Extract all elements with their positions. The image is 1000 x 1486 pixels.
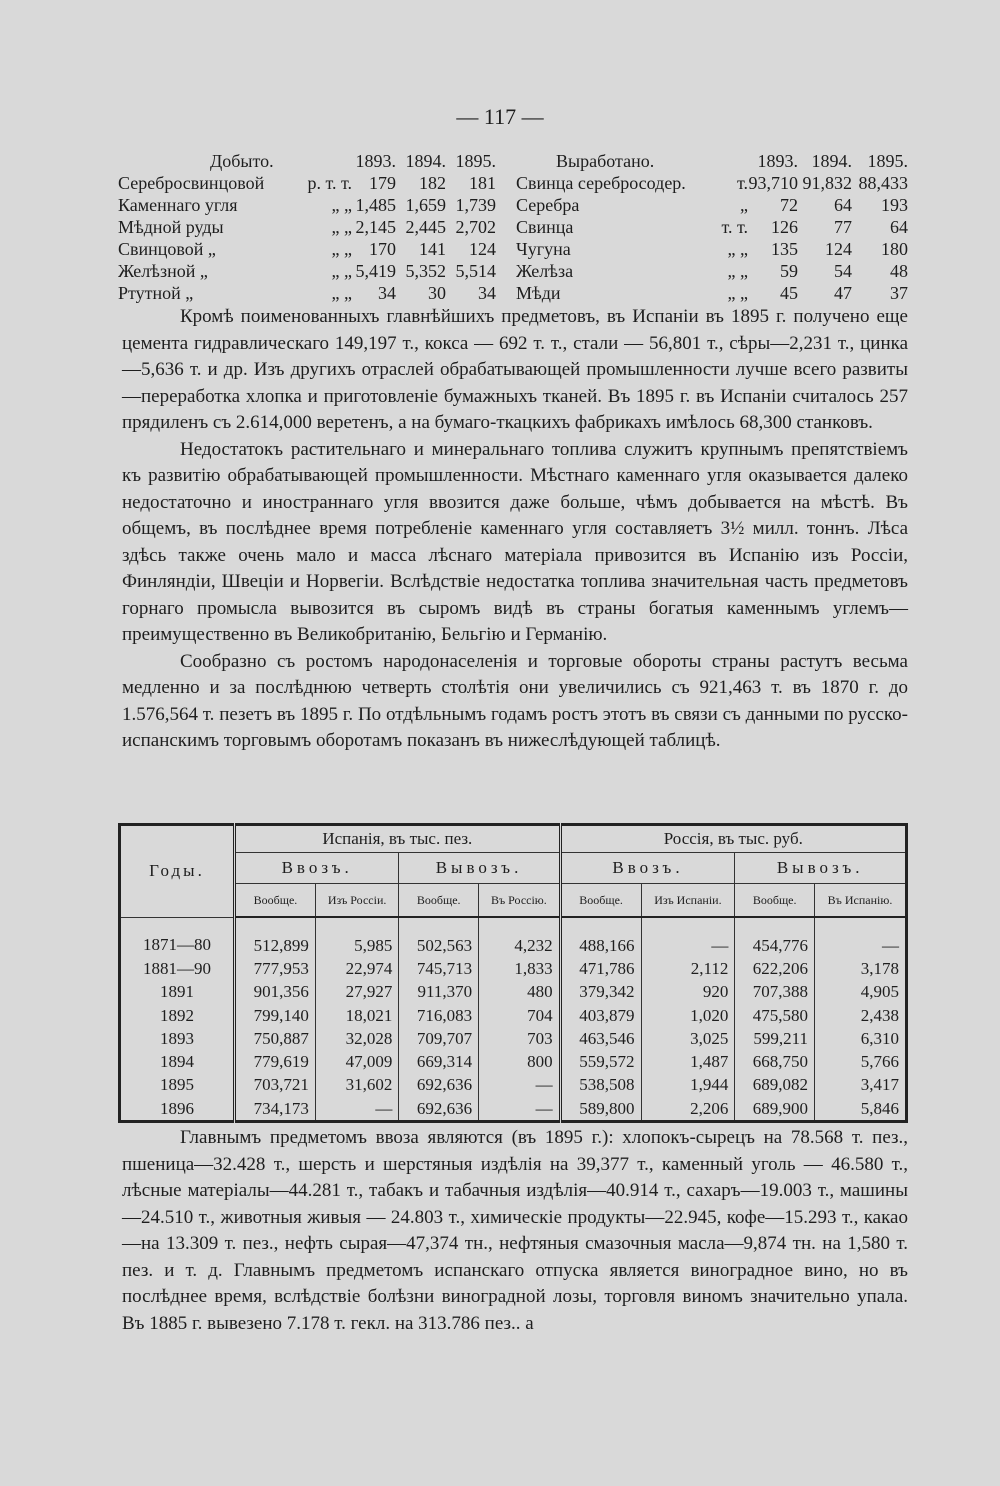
spain-export-to-russia-cell: 800 <box>479 1050 561 1073</box>
produced-v2: 124 <box>825 239 852 259</box>
spain-import-from-russia-cell: 27,927 <box>315 981 399 1004</box>
year-cell: 1881—90 <box>120 957 235 980</box>
produced-name: Желѣза <box>516 261 574 281</box>
produced-name: Мѣди <box>516 283 561 303</box>
table-row <box>120 1050 907 1073</box>
produced-row <box>516 238 908 260</box>
russia-import-from-spain-cell: 1,020 <box>641 1004 735 1027</box>
produced-unit: „ „ <box>727 283 748 303</box>
produced-header-year: 1894. <box>811 151 852 171</box>
paragraph: Кромѣ поименованныхъ главнѣйшихъ предметовъ, въ Испаніи въ 1895 г. получено еще цемента гидравлическаго 149,197 т., кокса — 692 т. т., стали — 56,801 т., сѣры—2,231 т., цинка—5,636 т. и др. Изъ другихъ отраслей обрабатывающей промышленности лучше всего развиты—переработка хлопка и приготовленіе бумажныхъ тканей. Въ 1895 г. въ Испаніи считалось 257 прядиленъ съ 2.614,000 веретенъ, а на бумаго-ткацкихъ фабрикахъ имѣлось 68,300 станковъ. <box>122 306 908 433</box>
spain-import-from-russia-cell: 47,009 <box>315 1050 399 1073</box>
spain-import-total-cell: 777,953 <box>235 957 316 980</box>
spain-export-to-russia-cell: — <box>479 1097 561 1122</box>
spain-export-total-cell: 669,314 <box>399 1050 479 1073</box>
mined-unit: „ „ <box>331 217 352 237</box>
year-cell: 1891 <box>120 981 235 1004</box>
from-russia-header: Изъ Россіи. <box>315 884 399 918</box>
mined-row <box>118 216 503 238</box>
mined-v3: 1,739 <box>455 195 496 215</box>
trade-table-body <box>120 917 907 1122</box>
mined-name: Желѣзной „ <box>118 261 208 281</box>
russia-import-from-spain-cell: — <box>641 917 735 957</box>
produced-unit: т. т. <box>721 217 748 237</box>
russia-export-total-cell: 454,776 <box>735 917 815 957</box>
produced-v2: 91,832 <box>802 173 852 193</box>
produced-row <box>516 260 908 282</box>
produced-v1: 72 <box>780 195 798 215</box>
produced-name: Чугуна <box>516 239 571 259</box>
produced-unit: „ „ <box>727 261 748 281</box>
spain-export-to-russia-cell: 4,232 <box>479 917 561 957</box>
mined-v2: 2,445 <box>405 217 446 237</box>
produced-name: Серебра <box>516 195 580 215</box>
year-cell: 1896 <box>120 1097 235 1122</box>
mined-unit: р. т. т. <box>307 173 352 193</box>
spain-export-total-cell: 502,563 <box>399 917 479 957</box>
russia-export-total-cell: 668,750 <box>735 1050 815 1073</box>
russia-import-total-header: Вообще. <box>560 884 641 918</box>
spain-import-total-cell: 750,887 <box>235 1027 316 1050</box>
paragraph: Главнымъ предметомъ ввоза являются (въ 1895 г.): хлопокъ-сырецъ на 78.568 т. пез., пшеница—32.428 т., шерсть и шерстяныя издѣлія на 39,377 т., каменный уголь — 46.580 т., лѣсные матеріалы—44.281 т., табакъ и табачныя издѣлія—40.914 т., сахаръ—19.003 т., машины—24.510 т., животныя живыя — 24.803 т., химическіе продукты—22.945, кофе—15.293 т., какао—на 13.309 т. пез., нефть сырая—47,374 тн., нефтяныя смазочныя масла—9,874 тн. на 1,580 т. пез. и т. д. Главнымъ предметомъ испанскаго отпуска является виноградное вино, но въ послѣднее время, вслѣдствіе болѣзни виноградной лозы, торговля виномъ значительно упала. Въ 1885 г. вывезено 7.178 т. гекл. на 313.786 пез.. а <box>122 1127 908 1334</box>
mined-v1: 170 <box>369 239 396 259</box>
produced-header-year: 1893. <box>757 151 798 171</box>
produced-v1: 135 <box>771 239 798 259</box>
mined-name: Мѣдной руды <box>118 217 224 237</box>
produced-v3: 88,433 <box>858 173 908 193</box>
table-row <box>120 1027 907 1050</box>
spain-export-total-cell: 716,083 <box>399 1004 479 1027</box>
spain-export-total-cell: 692,636 <box>399 1074 479 1097</box>
produced-v3: 64 <box>890 217 908 237</box>
produced-row <box>516 282 908 304</box>
year-cell: 1892 <box>120 1004 235 1027</box>
produced-header-year: 1895. <box>867 151 908 171</box>
produced-production-list <box>516 150 908 304</box>
mined-v1: 34 <box>378 283 396 303</box>
spain-export-to-russia-cell: 704 <box>479 1004 561 1027</box>
russia-import-total-cell: 559,572 <box>560 1050 641 1073</box>
produced-v3: 37 <box>890 283 908 303</box>
russia-import-total-cell: 589,800 <box>560 1097 641 1122</box>
russia-export-to-spain-cell: 6,310 <box>815 1027 907 1050</box>
mined-v2: 5,352 <box>405 261 446 281</box>
mined-v3: 2,702 <box>455 217 496 237</box>
produced-v2: 54 <box>834 261 852 281</box>
mined-header-year: 1895. <box>455 151 496 171</box>
produced-v2: 77 <box>834 217 852 237</box>
produced-v3: 180 <box>881 239 908 259</box>
russia-import-total-cell: 403,879 <box>560 1004 641 1027</box>
russia-export-total-cell: 707,388 <box>735 981 815 1004</box>
russia-import-total-cell: 471,786 <box>560 957 641 980</box>
text-block-top <box>122 304 908 755</box>
russia-export-total-cell: 689,082 <box>735 1074 815 1097</box>
produced-v1: 59 <box>780 261 798 281</box>
produced-v2: 64 <box>834 195 852 215</box>
spain-export-to-russia-cell: 480 <box>479 981 561 1004</box>
spain-export-total-cell: 745,713 <box>399 957 479 980</box>
mined-v2: 141 <box>419 239 446 259</box>
table-row <box>120 1074 907 1097</box>
mined-header-label: Добыто. <box>210 151 274 171</box>
produced-header-label: Выработано. <box>556 151 655 171</box>
spain-export-to-russia-cell: — <box>479 1074 561 1097</box>
mined-header-year: 1893. <box>355 151 396 171</box>
produced-v1: 93,710 <box>748 173 798 193</box>
spain-import-from-russia-cell: 18,021 <box>315 1004 399 1027</box>
to-spain-header: Въ Испанію. <box>815 884 907 918</box>
spain-import-from-russia-cell: 31,602 <box>315 1074 399 1097</box>
paragraph: Недостатокъ растительнаго и минеральнаго топлива служитъ крупнымъ препятствіемъ къ развитію обрабатывающей промышленности. Мѣстнаго каменнаго угля оказывается далеко недостаточно и иностраннаго угля ввозится даже больше, чѣмъ добывается на мѣстѣ. Въ общемъ, въ послѣднее время потребленіе каменнаго угля составляетъ 3½ милл. тоннъ. Лѣса здѣсь также очень мало и масса лѣснаго матеріала привозится въ Испанію изъ Россіи, Финляндіи, Швеціи и Норвегіи. Вслѣдствіе недостатка топлива значительная часть предметовъ горнаго промысла вывозится въ сыромъ видѣ въ страны богатыя каменнымъ углемъ—преимущественно въ Великобританію, Бельгію и Германію. <box>122 438 908 645</box>
spain-import-total-cell: 901,356 <box>235 981 316 1004</box>
mined-row <box>118 172 503 194</box>
russia-export-to-spain-cell: 5,766 <box>815 1050 907 1073</box>
spain-header: Испанія, въ тыс. пез. <box>235 825 561 853</box>
russia-import-from-spain-cell: 920 <box>641 981 735 1004</box>
spain-import-total-header: Вообще. <box>235 884 316 918</box>
years-header: Годы. <box>120 825 235 918</box>
russia-export-total-cell: 475,580 <box>735 1004 815 1027</box>
mined-row <box>118 282 503 304</box>
spain-export-total-cell: 709,707 <box>399 1027 479 1050</box>
produced-header <box>516 150 908 172</box>
spain-export-to-russia-cell: 1,833 <box>479 957 561 980</box>
mined-unit: „ „ <box>331 239 352 259</box>
russia-export-to-spain-cell: 5,846 <box>815 1097 907 1122</box>
russia-import-from-spain-cell: 2,112 <box>641 957 735 980</box>
produced-unit: „ „ <box>727 239 748 259</box>
produced-unit: „ <box>740 195 748 215</box>
mined-v1: 5,419 <box>355 261 396 281</box>
produced-v2: 47 <box>834 283 852 303</box>
mined-production-list <box>118 150 503 304</box>
produced-row <box>516 172 908 194</box>
russia-export-header: Вывозъ. <box>735 853 907 884</box>
mined-v3: 34 <box>478 283 496 303</box>
paragraph: Сообразно съ ростомъ народонаселенія и торговые обороты страны растутъ весьма медленно и за послѣднюю четверть столѣтія они увеличились съ 921,463 т. въ 1870 г. до 1.576,564 т. пезетъ въ 1895 г. По отдѣльнымъ годамъ ростъ этотъ въ связи съ данными по русско-испанскимъ торговымъ оборотамъ показанъ въ нижеслѣдующей таблицѣ. <box>122 650 908 751</box>
spain-export-total-cell: 692,636 <box>399 1097 479 1122</box>
produced-row <box>516 194 908 216</box>
page-number: — 117 — <box>456 104 544 129</box>
spain-import-from-russia-cell: 5,985 <box>315 917 399 957</box>
mined-name: Каменнаго угля <box>118 195 238 215</box>
mined-header <box>118 150 503 172</box>
table-row <box>120 1097 907 1122</box>
russia-header: Россія, въ тыс. руб. <box>560 825 906 853</box>
mined-row <box>118 238 503 260</box>
russia-export-to-spain-cell: 3,417 <box>815 1074 907 1097</box>
to-russia-header: Въ Россію. <box>479 884 561 918</box>
year-cell: 1894 <box>120 1050 235 1073</box>
produced-row <box>516 216 908 238</box>
spain-import-from-russia-cell: 32,028 <box>315 1027 399 1050</box>
mined-row <box>118 194 503 216</box>
russia-import-total-cell: 463,546 <box>560 1027 641 1050</box>
mined-v3: 124 <box>469 239 496 259</box>
russia-export-to-spain-cell: 4,905 <box>815 981 907 1004</box>
mined-unit: „ „ <box>331 261 352 281</box>
mined-header-year: 1894. <box>405 151 446 171</box>
produced-v1: 45 <box>780 283 798 303</box>
mined-v1: 179 <box>369 173 396 193</box>
table-row <box>120 981 907 1004</box>
table-row <box>120 957 907 980</box>
spain-import-from-russia-cell: — <box>315 1097 399 1122</box>
mined-name: Свинцовой „ <box>118 239 216 259</box>
russia-import-from-spain-cell: 1,944 <box>641 1074 735 1097</box>
text-block-bottom <box>122 1125 908 1337</box>
russia-import-from-spain-cell: 3,025 <box>641 1027 735 1050</box>
table-row <box>120 1004 907 1027</box>
mined-name: Ртутной „ <box>118 283 194 303</box>
russia-export-total-cell: 599,211 <box>735 1027 815 1050</box>
produced-name: Свинца <box>516 217 574 237</box>
trade-table <box>118 823 908 1123</box>
spain-import-header: Ввозъ. <box>235 853 399 884</box>
russia-export-to-spain-cell: 2,438 <box>815 1004 907 1027</box>
produced-name: Свинца серебросодер. <box>516 173 686 193</box>
spain-import-from-russia-cell: 22,974 <box>315 957 399 980</box>
mined-unit: „ „ <box>331 195 352 215</box>
spain-import-total-cell: 779,619 <box>235 1050 316 1073</box>
spain-export-total-header: Вообще. <box>399 884 479 918</box>
spain-import-total-cell: 512,899 <box>235 917 316 957</box>
produced-v3: 48 <box>890 261 908 281</box>
year-cell: 1895 <box>120 1074 235 1097</box>
mined-v2: 30 <box>428 283 446 303</box>
russia-import-total-cell: 538,508 <box>560 1074 641 1097</box>
russia-export-total-cell: 622,206 <box>735 957 815 980</box>
spain-export-to-russia-cell: 703 <box>479 1027 561 1050</box>
produced-v1: 126 <box>771 217 798 237</box>
spain-import-total-cell: 799,140 <box>235 1004 316 1027</box>
mined-name: Серебросвинцовой <box>118 173 265 193</box>
russia-export-to-spain-cell: 3,178 <box>815 957 907 980</box>
russia-import-from-spain-cell: 1,487 <box>641 1050 735 1073</box>
table-row <box>120 917 907 957</box>
spain-import-total-cell: 734,173 <box>235 1097 316 1122</box>
russia-import-header: Ввозъ. <box>560 853 735 884</box>
russia-import-total-cell: 379,342 <box>560 981 641 1004</box>
spain-import-total-cell: 703,721 <box>235 1074 316 1097</box>
spain-export-header: Вывозъ. <box>399 853 560 884</box>
mined-row <box>118 260 503 282</box>
russia-export-total-header: Вообще. <box>735 884 815 918</box>
russia-import-total-cell: 488,166 <box>560 917 641 957</box>
from-spain-header: Изъ Испаніи. <box>641 884 735 918</box>
mined-v2: 1,659 <box>405 195 446 215</box>
russia-export-to-spain-cell: — <box>815 917 907 957</box>
russia-import-from-spain-cell: 2,206 <box>641 1097 735 1122</box>
produced-v3: 193 <box>881 195 908 215</box>
spain-export-total-cell: 911,370 <box>399 981 479 1004</box>
mined-v1: 1,485 <box>355 195 396 215</box>
mined-v3: 181 <box>469 173 496 193</box>
mined-v2: 182 <box>419 173 446 193</box>
year-cell: 1871—80 <box>120 917 235 957</box>
mined-v1: 2,145 <box>355 217 396 237</box>
year-cell: 1893 <box>120 1027 235 1050</box>
produced-unit: т. <box>736 173 748 193</box>
mined-v3: 5,514 <box>455 261 496 281</box>
russia-export-total-cell: 689,900 <box>735 1097 815 1122</box>
mined-unit: „ „ <box>331 283 352 303</box>
